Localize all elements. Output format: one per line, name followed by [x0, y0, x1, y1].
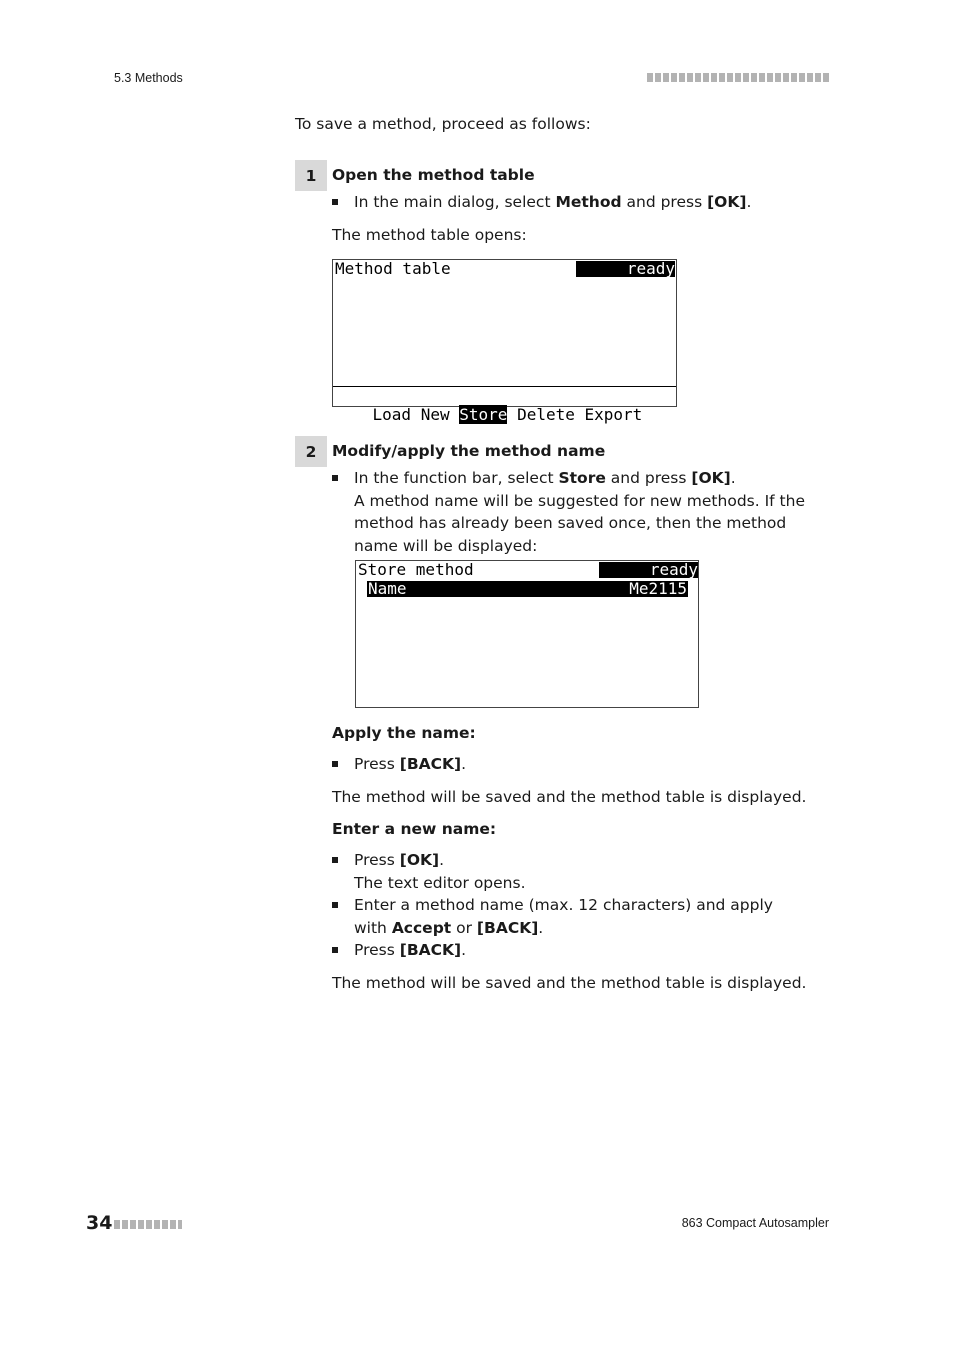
bullet-marker — [332, 199, 338, 205]
status-badge: ready — [599, 562, 698, 578]
intro-text: To save a method, proceed as follows: — [295, 115, 591, 133]
enter-result-text: The method will be saved and the method table is displayed. — [332, 974, 807, 992]
function-load[interactable]: Load — [372, 405, 412, 424]
footer-decoration — [114, 1220, 182, 1229]
header-decoration — [647, 73, 829, 82]
function-delete[interactable]: Delete — [517, 405, 575, 424]
function-new[interactable]: New — [420, 405, 450, 424]
apply-result-text: The method will be saved and the method table is displayed. — [332, 788, 807, 806]
name-field-row[interactable] — [367, 581, 688, 597]
step-2-title: Modify/apply the method name — [332, 442, 606, 460]
running-footer-product: 863 Compact Autosampler — [681, 1216, 829, 1230]
step-1-bullet: In the main dialog, select Method and press [OK]. — [354, 191, 834, 214]
step-1-after-text: The method table opens: — [332, 226, 527, 244]
status-badge: ready — [576, 261, 675, 277]
function-bar — [334, 388, 642, 442]
step-2-description: A method name will be suggested for new methods. If the method has already been saved once, then the method name will be displayed: — [354, 491, 805, 555]
store-method-screen — [355, 560, 699, 708]
step-2-bullet: In the function bar, select Store and press [OK]. A method name will be suggested for new methods. If the method has already been saved once, then the method name will be displayed: — [354, 467, 832, 557]
method-table-screen — [332, 259, 677, 424]
step-1-title: Open the method table — [332, 166, 535, 184]
running-header-section: 5.3 Methods — [114, 71, 183, 85]
function-bar-divider — [333, 386, 676, 387]
enter-bullet-2: Enter a method name (max. 12 characters) and apply with Accept or [BACK]. — [354, 894, 794, 939]
bullet-marker — [332, 947, 338, 953]
function-store[interactable]: Store — [459, 405, 508, 424]
name-field-value: Me2115 — [629, 579, 687, 598]
enter-bullet-3: Press [BACK]. — [354, 939, 466, 962]
step-2-number: 2 — [295, 436, 327, 467]
page-number: 34 — [86, 1212, 113, 1234]
function-export[interactable]: Export — [584, 405, 643, 424]
bullet-marker — [332, 902, 338, 908]
bullet-marker — [332, 475, 338, 481]
enter-bullet-1: Press [OK]. The text editor opens. — [354, 849, 526, 894]
step-1-number: 1 — [295, 160, 327, 191]
name-field-label: Name — [368, 579, 407, 598]
screen-title: Store method — [358, 560, 474, 579]
enter-name-heading: Enter a new name: — [332, 820, 497, 838]
bullet-marker — [332, 857, 338, 863]
screen-title: Method table — [335, 259, 451, 278]
apply-bullet: Press [BACK]. — [354, 753, 466, 776]
apply-name-heading: Apply the name: — [332, 724, 476, 742]
bullet-marker — [332, 761, 338, 767]
